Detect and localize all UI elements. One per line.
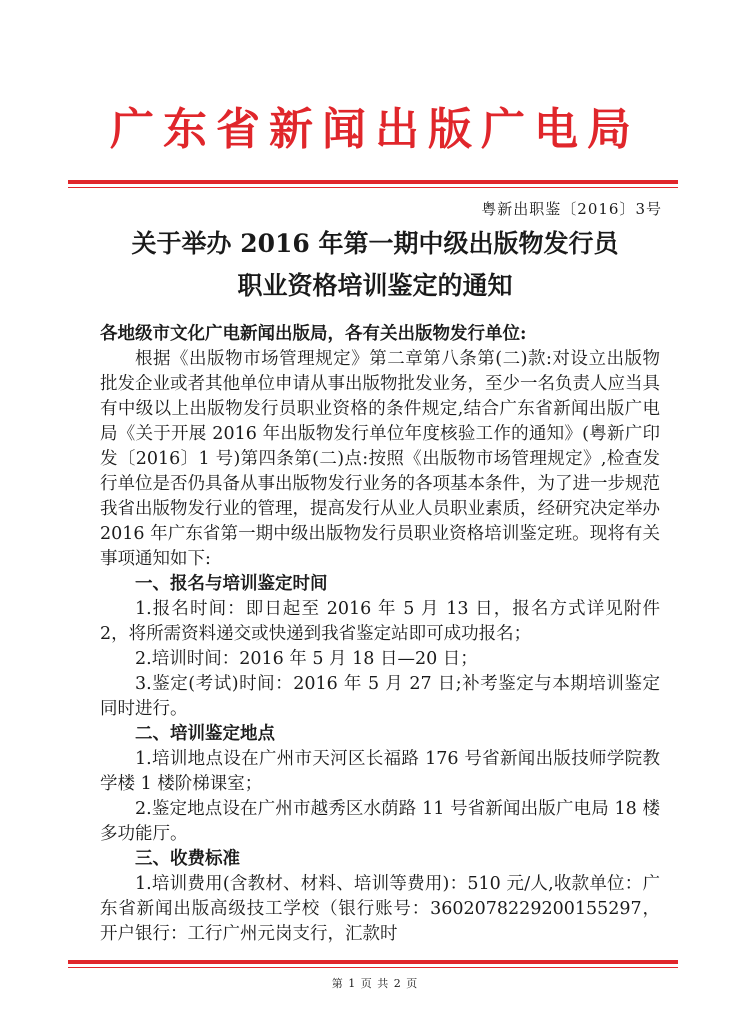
section2-item1: 1.培训地点设在广州市天河区长福路 176 号省新闻出版技师学院教学楼 1 楼阶梯课室；	[100, 749, 660, 794]
section1-item1: 1.报名时间：即日起至 2016 年 5 月 13 日，报名方式详见附件 2，将所需资料递交或快递到我省鉴定站即可成功报名；	[100, 599, 660, 644]
header-rule-thin	[68, 187, 678, 188]
header-rule-thick	[68, 180, 678, 184]
section2-item2: 2.鉴定地点设在广州市越秀区水荫路 11 号省新闻出版广电局 18 楼多功能厅。	[100, 799, 660, 844]
document-title-line2: 职业资格培训鉴定的通知	[237, 271, 513, 300]
organization-header: 广东省新闻出版广电局	[110, 104, 640, 155]
footer-rule-thin	[68, 967, 678, 968]
section3-item1: 1.培训费用(含教材、材料、培训等费用)：510 元/人,收款单位：广东省新闻出版高级技工学校（银行账号：3602078229200155297，开户银行：工行广州元岗支行，汇款时	[100, 874, 660, 944]
section-heading-2: 二、培训鉴定地点	[135, 724, 275, 744]
intro-paragraph: 根据《出版物市场管理规定》第二章第八条第(二)款:对设立出版物批发企业或者其他单位申请从事出版物批发业务，至少一名负责人应当具有中级以上出版物发行员职业资格的条件规定,结合广东省新闻出版广电局《关于开展 2016 年出版物发行单位年度核验工作的通知》(粤新广印发〔2016〕1 号)第四条第(二)点:按照《出版物市场管理规定》,检查发行单位是否仍具备从事出版物发行业务的各项基本条件，为了进一步规范我省出版物发行业的管理，提高发行从业人员职业素质，经研究决定举办 2016 年广东省第一期中级出版物发行员职业资格培训鉴定班。现将有关事项通知如下:	[100, 349, 660, 569]
section1-item3: 3.鉴定(考试)时间：2016 年 5 月 27 日;补考鉴定与本期培训鉴定同时进行。	[100, 674, 660, 719]
document-number: 粤新出职鉴〔2016〕3号	[481, 200, 662, 218]
document-title-line1: 关于举办 2016 年第一期中级出版物发行员	[131, 229, 619, 258]
section1-item2: 2.培训时间：2016 年 5 月 18 日—20 日；	[135, 649, 478, 669]
section-heading-3: 三、收费标准	[135, 849, 240, 869]
document-body	[100, 322, 660, 947]
footer-rule-thick	[68, 960, 678, 964]
section-heading-1: 一、报名与培训鉴定时间	[135, 574, 328, 594]
salutation: 各地级市文化广电新闻出版局，各有关出版物发行单位:	[100, 324, 527, 344]
page-number: 第 1 页 共 2 页	[331, 977, 419, 990]
